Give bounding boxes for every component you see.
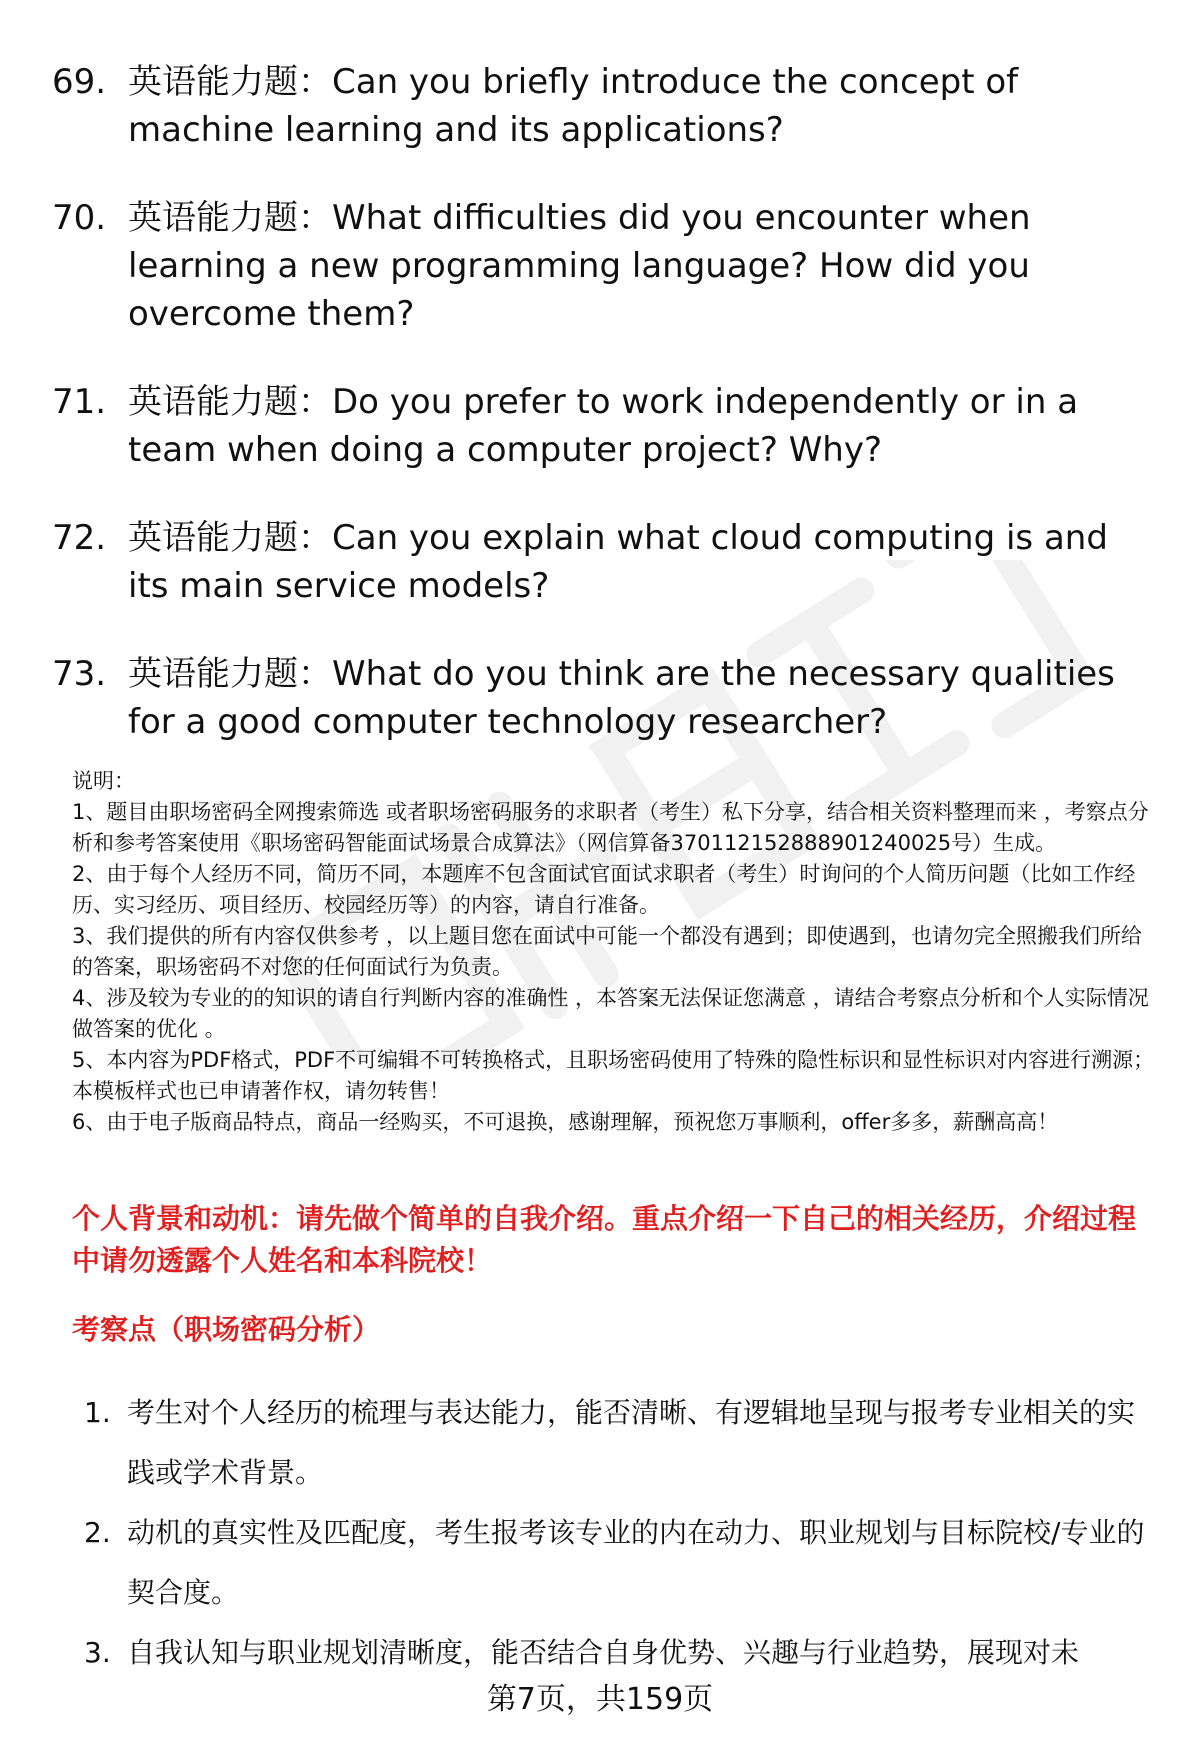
question-number: 69. xyxy=(52,62,107,102)
point-text: 自我认知与职业规划清晰度，能否结合自身优势、兴趣与行业趋势，展现对未 xyxy=(127,1636,1080,1669)
question-number: 70. xyxy=(52,198,107,238)
note-item: 2、由于每个人经历不同，简历不同，本题库不包含面试官面试求职者（考生）时询问的个人简历问题（比如工作经历、实习经历、项目经历、校园经历等）的内容，请自行准备。 xyxy=(72,862,1136,917)
point-number: 3. xyxy=(84,1636,111,1669)
list-item xyxy=(0,1623,1200,1683)
notes-title: 说明： xyxy=(72,769,135,793)
question-item xyxy=(0,378,1200,474)
point-number: 2. xyxy=(84,1516,111,1549)
question-number: 73. xyxy=(52,654,107,694)
question-text: 英语能力题：Can you explain what cloud computing is and its main service models? xyxy=(128,518,1108,606)
note-item: 6、由于电子版商品特点，商品一经购买，不可退换，感谢理解，预祝您万事顺利，offer多多，薪酬高高！ xyxy=(72,1110,1059,1134)
question-text: 英语能力题：What do you think are the necessary qualities for a good computer technology researcher? xyxy=(128,654,1115,742)
note-item: 3、我们提供的所有内容仅供参考 ，以上题目您在面试中可能一个都没有遇到；即使遇到，也请勿完全照搬我们所给的答案，职场密码不对您的任何面试行为负责。 xyxy=(72,924,1143,979)
question-item xyxy=(0,58,1200,154)
question-item xyxy=(0,514,1200,610)
question-number: 72. xyxy=(52,518,107,558)
point-number: 1. xyxy=(84,1396,111,1429)
point-text: 动机的真实性及匹配度，考生报考该专业的内在动力、职业规划与目标院校/专业的契合度。 xyxy=(127,1516,1145,1609)
note-item: 5、本内容为PDF格式，PDF不可编辑不可转换格式，且职场密码使用了特殊的隐性标识和显性标识对内容进行溯源；本模板样式也已申请著作权，请勿转售！ xyxy=(72,1048,1155,1103)
question-text: 英语能力题：What difficulties did you encounter when learning a new programming language? How did you overcome them? xyxy=(128,198,1031,334)
list-item xyxy=(0,1383,1200,1503)
points-heading: 考察点（职场密码分析） xyxy=(72,1313,381,1346)
section-question: 个人背景和动机：请先做个简单的自我介绍。重点介绍一下自己的相关经历，介绍过程中请勿透露个人姓名和本科院校！ xyxy=(72,1202,1137,1277)
disclaimer-notes xyxy=(72,766,1162,1138)
assessment-points-list xyxy=(0,1383,1200,1683)
question-number: 71. xyxy=(52,382,107,422)
english-question-list xyxy=(0,58,1200,786)
point-text: 考生对个人经历的梳理与表达能力，能否清晰、有逻辑地呈现与报考专业相关的实践或学术背景。 xyxy=(127,1396,1136,1489)
question-item xyxy=(0,650,1200,746)
page-number: 第7页，共159页 xyxy=(486,1682,714,1717)
question-text: 英语能力题：Do you prefer to work independently or in a team when doing a computer project? Why? xyxy=(128,382,1079,470)
note-item: 1、题目由职场密码全网搜索筛选 或者职场密码服务的求职者（考生）私下分享，结合相关资料整理而来 ，考察点分析和参考答案使用《职场密码智能面试场景合成算法》（网信算备370112152888901240025号）生成。 xyxy=(72,800,1149,855)
question-item xyxy=(0,194,1200,338)
list-item xyxy=(0,1503,1200,1623)
question-text: 英语能力题：Can you briefly introduce the concept of machine learning and its applications? xyxy=(128,62,1019,150)
note-item: 4、涉及较为专业的的知识的请自行判断内容的准确性 ，本答案无法保证您满意 ，请结合考察点分析和个人实际情况做答案的优化 。 xyxy=(72,986,1149,1041)
